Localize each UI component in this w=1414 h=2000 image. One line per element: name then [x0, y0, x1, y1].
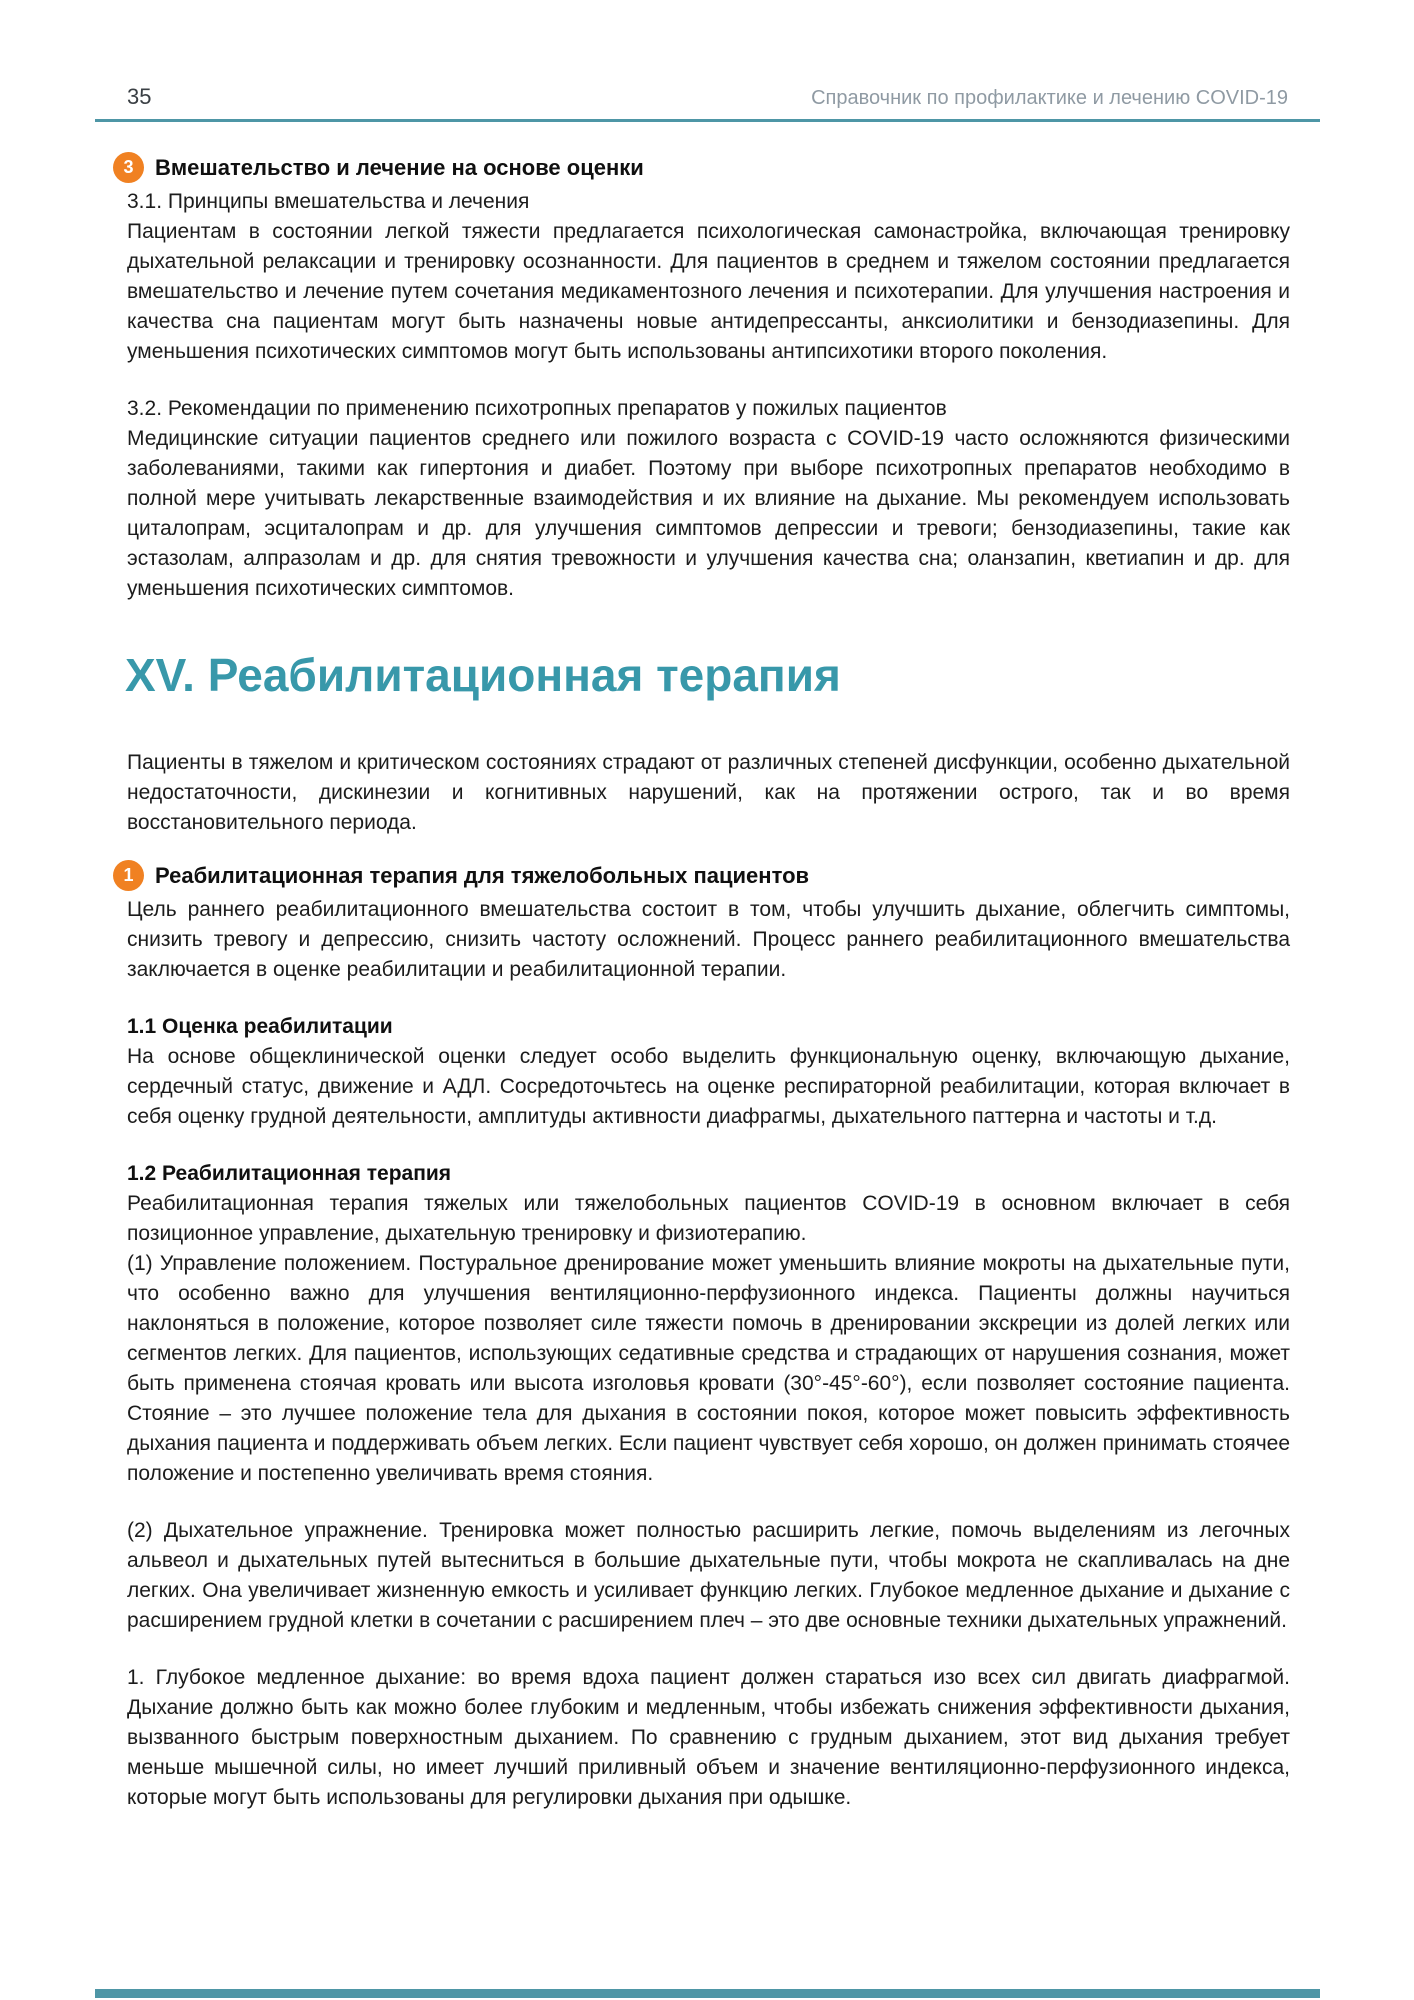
- subsection-title-3-1: 3.1. Принципы вмешательства и лечения: [127, 190, 530, 213]
- section-heading-assessment: [113, 152, 1290, 183]
- paragraph-rehab-intro: Цель раннего реабилитационного вмешательства состоит в том, чтобы улучшить дыхание, облегчить симптомы, снизить тревогу и депрессию, снизить частоту осложнений. Процесс раннего реабилитационного вмешательства заключается в оценке реабилитации и реабилитационной терапии.: [127, 898, 1290, 981]
- paragraph-3-1: Пациентам в состоянии легкой тяжести предлагается психологическая самонастройка, включающая тренировку дыхательной релаксации и тренировку осознанности. Для пациентов в среднем и тяжелом состоянии предлагается вмешательство и лечение путем сочетания медикаментозного лечения и психотерапии. Для улучшения настроения и качества сна пациентам могут быть назначены новые антидепрессанты, анксиолитики и бензодиазепины. Для уменьшения психотических симптомов могут быть использованы антипсихотики второго поколения.: [127, 220, 1290, 363]
- subsection-title-1-2: 1.2 Реабилитационная терапия: [127, 1162, 452, 1185]
- section-number-badge: 1: [113, 860, 144, 891]
- paragraph-positioning: (1) Управление положением. Постуральное дренирование может уменьшить влияние мокроты на дыхательные пути, что особенно важно для улучшения вентиляционно-перфузионного индекса. Пациенты должны научиться наклоняться в положение, которое позволяет силе тяжести помочь в дренировании экскреции из долей легких или сегментов легких. Для пациентов, использующих седативные средства и страдающих от нарушения сознания, может быть применена стоячая кровать или высота изголовья кровати (30°-45°-60°), если позволяет состояние пациента. Стояние – это лучшее положение тела для дыхания в состоянии покоя, которое может повысить эффективность дыхания пациента и поддерживать объем легких. Если пациент чувствует себя хорошо, он должен принимать стоячее положение и постепенно увеличивать время стояния.: [127, 1252, 1290, 1485]
- running-header-title: Справочник по профилактике и лечению COVID-19: [811, 87, 1288, 109]
- section-heading-rehab: [113, 860, 1290, 891]
- paragraph-1-1: На основе общеклинической оценки следует особо выделить функциональную оценку, включающую дыхание, сердечный статус, движение и АДЛ. Сосредоточьтесь на оценке респираторной реабилитации, которая включает в себя оценку грудной деятельности, амплитуды активности диафрагмы, дыхательного паттерна и частоты и т.д.: [127, 1045, 1290, 1128]
- subsection-title-1-1: 1.1 Оценка реабилитации: [127, 1015, 393, 1038]
- page-header: [0, 0, 1414, 122]
- page-content: [0, 122, 1414, 1813]
- subsection-title-3-2: 3.2. Рекомендации по применению психотропных препаратов у пожилых пациентов: [127, 397, 947, 420]
- footer-rule: [95, 1989, 1320, 1998]
- chapter-intro-paragraph: Пациенты в тяжелом и критическом состояниях страдают от различных степеней дисфункции, особенно дыхательной недостаточности, дискинезии и когнитивных нарушений, как на протяжении острого, так и во время восстановительного периода.: [127, 751, 1290, 834]
- section-title: Вмешательство и лечение на основе оценки: [155, 154, 644, 180]
- page-number: 35: [127, 84, 152, 109]
- section-title: Реабилитационная терапия для тяжелобольных пациентов: [155, 862, 810, 888]
- chapter-title: XV. Реабилитационная терапия: [125, 649, 841, 701]
- section-number-badge: 3: [113, 152, 144, 183]
- paragraph-1-2-intro: Реабилитационная терапия тяжелых или тяжелобольных пациентов COVID-19 в основном включает в себя позиционное управление, дыхательную тренировку и физиотерапию.: [127, 1192, 1290, 1245]
- header-row: [95, 84, 1320, 110]
- paragraph-3-2: Медицинские ситуации пациентов среднего или пожилого возраста с COVID-19 часто осложняются физическими заболеваниями, такими как гипертония и диабет. Поэтому при выборе психотропных препаратов необходимо в полной мере учитывать лекарственные взаимодействия и их влияние на дыхание. Мы рекомендуем использовать циталопрам, эсциталопрам и др. для улучшения симптомов депрессии и тревоги; бензодиазепины, такие как эстазолам, алпразолам и др. для снятия тревожности и улучшения качества сна; оланзапин, кветиапин и др. для уменьшения психотических симптомов.: [127, 427, 1290, 600]
- paragraph-breathing-exercise: (2) Дыхательное упражнение. Тренировка может полностью расширить легкие, помочь выделениям из легочных альвеол и дыхательных путей вытесниться в большие дыхательные пути, чтобы мокрота не скапливалась на дне легких. Она увеличивает жизненную емкость и усиливает функцию легких. Глубокое медленное дыхание и дыхание с расширением грудной клетки в сочетании с расширением плеч – это две основные техники дыхательных упражнений.: [127, 1519, 1290, 1632]
- paragraph-deep-slow-breathing: 1. Глубокое медленное дыхание: во время вдоха пациент должен стараться изо всех сил двигать диафрагмой. Дыхание должно быть как можно более глубоким и медленным, чтобы избежать снижения эффективности дыхания, вызванного быстрым поверхностным дыханием. По сравнению с грудным дыханием, этот вид дыхания требует меньше мышечной силы, но имеет лучший приливный объем и значение вентиляционно-перфузионного индекса, которые могут быть использованы для регулировки дыхания при одышке.: [127, 1666, 1290, 1809]
